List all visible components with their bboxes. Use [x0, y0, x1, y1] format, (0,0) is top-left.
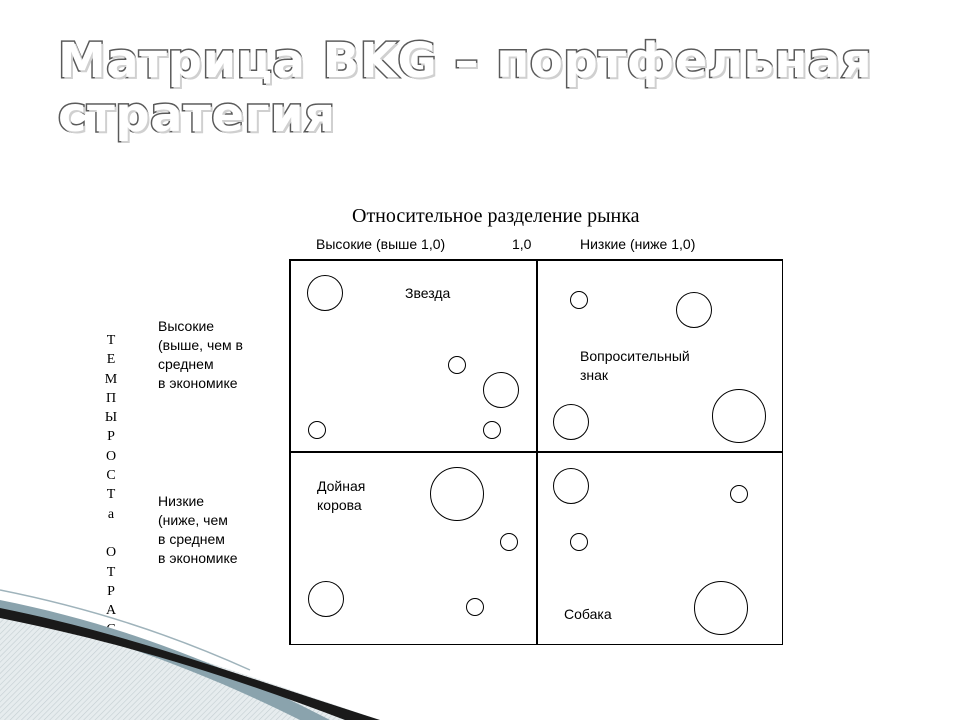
bubble — [570, 291, 588, 309]
y-axis-low-label — [158, 492, 238, 568]
bubble — [712, 389, 766, 443]
y-high-line: среднем — [158, 356, 214, 372]
quadrant-label-question — [580, 347, 690, 385]
bubble — [553, 468, 589, 504]
y-caption-letter: М — [104, 371, 118, 387]
bubble — [448, 356, 466, 374]
x-axis-high-label: Высокие (выше 1,0) — [316, 236, 446, 252]
y-axis-high-label — [158, 317, 243, 393]
title-line-1: Матрица BKG – портфельная — [58, 33, 873, 89]
bubble — [553, 404, 589, 440]
bubble — [483, 421, 501, 439]
y-caption-letter: А — [105, 603, 117, 619]
y-high-line: (выше, чем в — [158, 337, 243, 353]
y-caption-letter: Р — [107, 583, 115, 599]
title-line-2: стратегия — [58, 87, 336, 143]
quadrant-label-star: Звезда — [405, 285, 451, 301]
decorative-swoosh — [0, 560, 420, 720]
x-axis-mid-label: 1,0 — [512, 236, 532, 252]
y-high-line: в экономике — [158, 375, 238, 391]
bubble — [730, 485, 748, 503]
y-low-line: (ниже, чем — [158, 512, 228, 528]
y-caption-letter: Р — [107, 429, 115, 445]
bubble — [483, 372, 519, 408]
bubble — [466, 598, 484, 616]
bubble — [307, 275, 343, 311]
y-caption-letter: С — [106, 468, 116, 484]
y-caption-letter — [100, 524, 122, 543]
bubble — [430, 467, 484, 521]
bubble — [694, 581, 748, 635]
page-title — [58, 34, 918, 142]
x-axis-caption: Относительное разделение рынка — [352, 205, 640, 227]
bubble — [500, 533, 518, 551]
y-caption-letter: О — [105, 545, 117, 561]
question-line-1: Вопросительный — [580, 348, 690, 364]
y-caption-letter: а — [107, 506, 115, 522]
quadrant-label-cow — [317, 477, 365, 515]
y-high-line: Высокие — [158, 318, 215, 334]
y-low-line: в среднем — [158, 531, 225, 547]
x-axis-low-label: Низкие (ниже 1,0) — [580, 236, 696, 252]
bubble — [676, 292, 712, 328]
matrix-divider-horizontal — [289, 451, 783, 453]
bubble — [570, 533, 588, 551]
y-caption-letter: Т — [106, 333, 116, 348]
y-caption-letter: Е — [106, 352, 116, 368]
y-caption-letter: Ы — [104, 410, 118, 426]
cow-line-2: корова — [317, 497, 362, 513]
y-low-line: в экономике — [158, 550, 238, 566]
question-line-2: знак — [580, 367, 609, 383]
y-caption-letter: Т — [106, 564, 116, 580]
quadrant-label-dog: Собака — [564, 606, 612, 622]
y-caption-letter: О — [105, 448, 117, 464]
y-caption-letter: П — [105, 390, 117, 406]
y-caption-letter: Т — [106, 487, 116, 503]
bubble — [308, 421, 326, 439]
y-low-line: Низкие — [158, 493, 205, 509]
cow-line-1: Дойная — [317, 478, 366, 494]
